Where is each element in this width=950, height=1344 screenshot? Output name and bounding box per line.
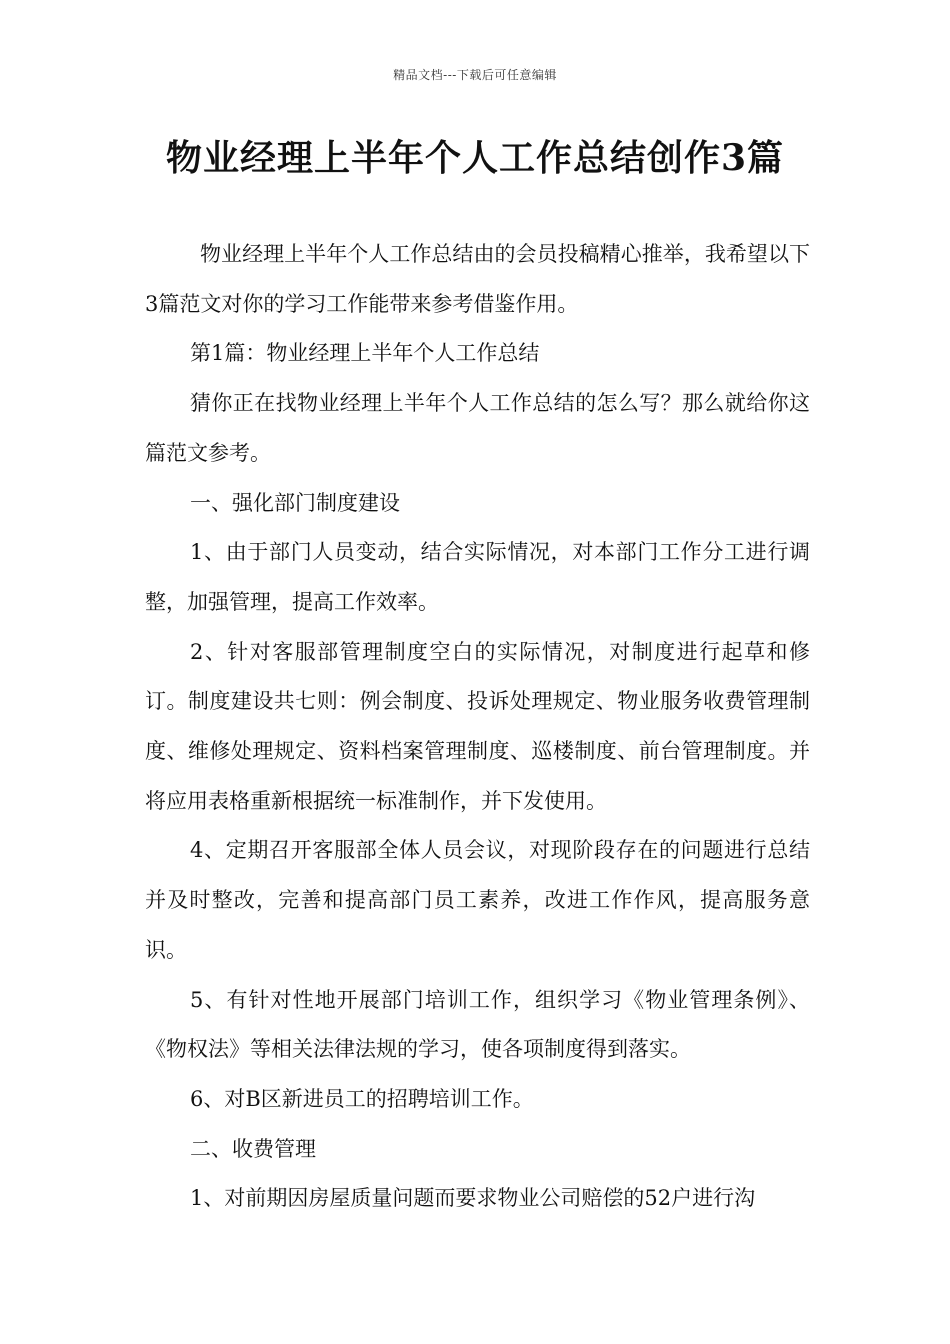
section-heading: 一、强化部门制度建设 [190, 490, 400, 515]
document-title: 物业经理上半年个人工作总结创作3篇 [165, 137, 785, 179]
paragraph: 猜你正在找物业经理上半年个人工作总结的怎么写？那么就给你这篇范文参考。 [145, 391, 810, 465]
paragraph: 2、针对客服部管理制度空白的实际情况，对制度进行起草和修订。制度建设共七则：例会制度、投诉处理规定、物业服务收费管理制度、维修处理规定、资料档案管理制度、巡楼制度、前台管理制度。并将应用表格重新根据统一标准制作，并下发使用。 [145, 639, 810, 813]
document-body [145, 230, 810, 1224]
section-heading-part1: 第1篇：物业经理上半年个人工作总结 [190, 341, 540, 366]
paragraph: 4、定期召开客服部全体人员会议，对现阶段存在的问题进行总结并及时整改，完善和提高部门员工素养，改进工作作风，提高服务意识。 [145, 838, 810, 962]
paragraph: 1、对前期因房屋质量问题而要求物业公司赔偿的52户进行沟 [190, 1186, 756, 1211]
paragraph: 1、由于部门人员变动，结合实际情况，对本部门工作分工进行调整，加强管理，提高工作效率。 [145, 540, 810, 614]
paragraph: 5、有针对性地开展部门培训工作，组织学习《物业管理条例》、《物权法》等相关法律法规的学习，使各项制度得到落实。 [145, 987, 810, 1062]
intro-paragraph: 物业经理上半年个人工作总结由的会员投稿精心推举，我希望以下3篇范文对你的学习工作能带来参考借鉴作用。 [145, 242, 810, 316]
section-heading: 二、收费管理 [190, 1136, 316, 1161]
header-note: 精品文档---下载后可任意编辑 [393, 68, 557, 82]
paragraph: 6、对B区新进员工的招聘培训工作。 [190, 1086, 534, 1111]
